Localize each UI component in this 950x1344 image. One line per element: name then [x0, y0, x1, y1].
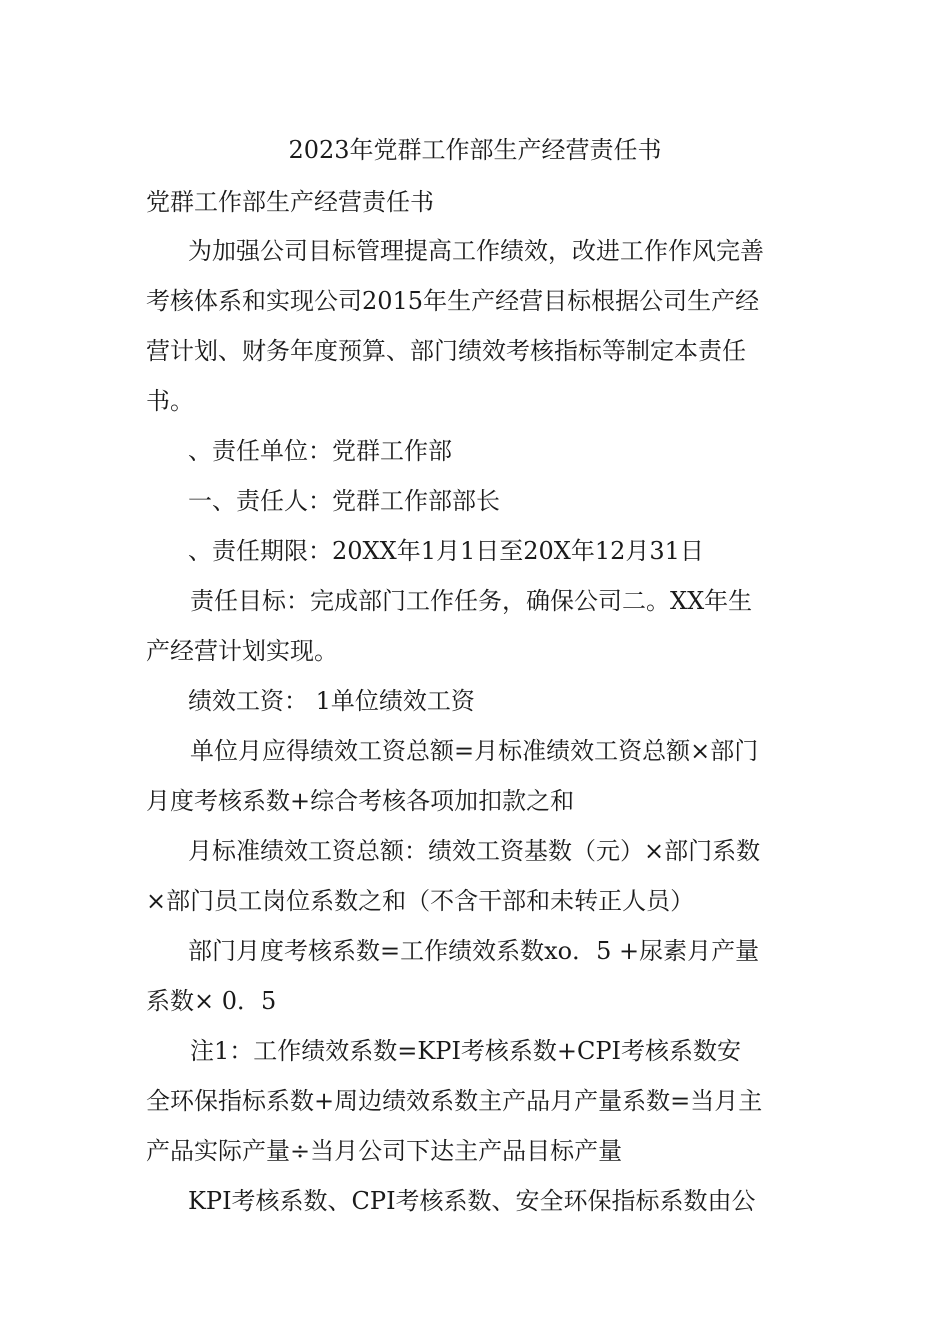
- paragraph-line: 部门月度考核系数=工作绩效系数xo．5 +尿素月产量: [188, 937, 760, 965]
- document-subtitle: 党群工作部生产经营责任书: [146, 188, 434, 216]
- paragraph-line: 营计划、财务年度预算、部门绩效考核指标等制定本责任: [146, 337, 746, 365]
- paragraph-line: 注1：工作绩效系数=KPI考核系数+CPI考核系数安: [190, 1037, 742, 1065]
- paragraph-line: 产品实际产量÷当月公司下达主产品目标产量: [146, 1137, 623, 1165]
- paragraph-line: 系数× 0．5: [146, 987, 277, 1015]
- document-title: 2023年党群工作部生产经营责任书: [288, 136, 662, 164]
- paragraph-line: ×部门员工岗位系数之和（不含干部和未转正人员）: [146, 887, 695, 915]
- paragraph-line: 月度考核系数+综合考核各项加扣款之和: [146, 787, 575, 815]
- paragraph-line: 一、责任人：党群工作部部长: [188, 487, 500, 515]
- paragraph-line: 单位月应得绩效工资总额=月标准绩效工资总额×部门: [190, 737, 759, 765]
- paragraph-line: 月标准绩效工资总额：绩效工资基数（元）×部门系数: [188, 837, 761, 865]
- paragraph-line: 、责任单位：党群工作部: [188, 437, 452, 465]
- paragraph-line: 为加强公司目标管理提高工作绩效，改进工作作风完善: [188, 237, 764, 265]
- paragraph-line: 产经营计划实现。: [146, 637, 338, 665]
- paragraph-line: KPI考核系数、CPI考核系数、安全环保指标系数由公: [188, 1187, 756, 1215]
- paragraph-line: 全环保指标系数+周边绩效系数主产品月产量系数=当月主: [146, 1087, 763, 1115]
- paragraph-line: 责任目标：完成部门工作任务，确保公司二。XX年生: [190, 587, 753, 615]
- paragraph-line: 绩效工资： 1单位绩效工资: [188, 687, 475, 715]
- paragraph-line: 书。: [146, 387, 194, 415]
- paragraph-line: 、责任期限：20XX年1月1日至20X年12月31日: [188, 537, 704, 565]
- paragraph-line: 考核体系和实现公司2015年生产经营目标根据公司生产经: [146, 287, 760, 315]
